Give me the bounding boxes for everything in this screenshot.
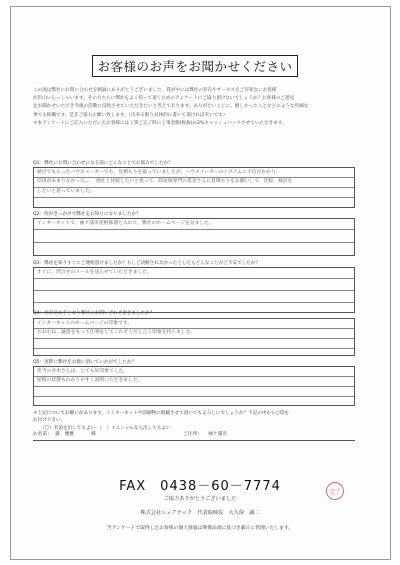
answer-rule — [34, 278, 354, 279]
answer-rule — [34, 338, 354, 339]
answer-rule — [34, 302, 354, 303]
question-5-answer — [33, 366, 355, 406]
question-3-answer — [33, 267, 355, 313]
intro-line: この度は弊社にお問い合わせを賜誠にありがとうございました。我が中には弊社の存在やサービスをご存知ないお客様 — [33, 88, 277, 93]
question-3-label: Q3：弊社を知りすぐにご連絡頂けましたか？もしご決断されなかったとしたらどんなことがご不安でしたか？ — [33, 261, 261, 266]
answer-line: 他社と比較したいと思って、陸屋根専門の業者さんに見積もりをお願いして、比較、検討を — [96, 179, 293, 184]
answer-line: 担当の井木さんは、とても好印象でした。 — [37, 369, 129, 374]
name-address-row — [33, 428, 355, 441]
name-value: 森 雅雅 — [55, 432, 75, 437]
name-suffix: 様 — [91, 432, 96, 437]
answer-line: おおむね、誠意をもって仕事をしてくれそうだと言う印象を持ちました。 — [37, 330, 196, 335]
permission-text: ＊上記についてお願いがあります。インターネットや印刷物に掲載させて頂いてもよろしいでしょうか？下記の中から○印を — [33, 411, 289, 416]
question-4-label: Q4：何が決め手となり弊社にお問い合わせ頂きましたか？ — [33, 311, 155, 316]
answer-line: インターネットのホームページの印象です。 — [37, 321, 133, 326]
answer-rule — [34, 396, 354, 397]
answer-line: 錆びてもらったハウスメーカーでも、見積もりを取っていましたが、ハウスメーカーのシステムに不信がかかり、 — [37, 170, 281, 175]
privacy-note: 当アンケートで取得したお客様の個人情報は関係法規に基づき厳正に管理いたします。 — [106, 526, 294, 531]
answer-line: 信用があまりなかった... — [37, 179, 90, 184]
intro-line: をお聞かせいただき今後の活動に反映させていただきたいと考えております。ありがたいことに、嬉しかったことなどのような些細な — [33, 104, 309, 110]
question-5-label: Q5：実際に弊社をお使い頂いていかがでしたか？ — [33, 360, 137, 365]
answer-line: 屋根の状態もわかりやすく説明いただきました。 — [37, 378, 143, 383]
page-title: お客様のお声をお聞かせください — [92, 55, 298, 77]
answer-line: インターネットで、袖ケ浦市屋根修理と入れて、弊社のホームページを見ました。 — [37, 221, 214, 226]
answer-rule — [34, 290, 354, 291]
question-1-answer — [33, 167, 355, 208]
question-2-answer — [33, 218, 355, 256]
name-label: お名前： — [33, 432, 53, 437]
intro-line: ＊本アンケートにご記入いただいたお客様には工事ご完了時に工事金額(税抜)の2%キャッシュバックさせていただきます。 — [33, 120, 287, 126]
address-label: ご住所： — [183, 432, 203, 437]
answer-line: すぐに、問合せのメールを送らせていただきました。 — [37, 270, 152, 275]
fax-number: FAX 0438－60－7774 — [119, 479, 281, 494]
answer-rule — [34, 242, 354, 243]
answer-rule — [34, 229, 354, 230]
answer-line: したいと思っていました。 — [37, 189, 95, 194]
intro-text — [33, 87, 363, 128]
address-value: 袖ケ浦市 — [208, 432, 228, 437]
answer-rule — [34, 197, 354, 198]
thanks-text: ご協力ありがとうございました — [163, 496, 237, 502]
permission-options: （〇）名前を出してもよい （ ）イニシャルなら出してもよい — [40, 426, 171, 431]
intro-line: が沢山いらっしゃいます。その方たちに弊社をよく知って頂くためのアンケートにご協力頂けないでしょうか？お客様のご意見 — [33, 96, 295, 102]
question-1-label: Q1：弊社にお問い合わせになる前にどんなことでお悩みでしたか？ — [33, 161, 173, 166]
completion-stamp: 完了 — [326, 482, 344, 500]
company-signature: 株式会社シェアテック 代表取締役 大久保 諭二 — [140, 510, 260, 516]
answer-rule — [34, 386, 354, 387]
question-2-label: Q2：何がきっかけで弊社をお知りになりましたか？ — [33, 212, 141, 217]
intro-line: 事でも結構です。是非ご協力お願い致します。（出来る限り具体的に書いて頂ければ幸いです） — [33, 112, 228, 118]
permission-text-2: お付け下さい。 — [33, 418, 66, 423]
answer-rule — [34, 348, 354, 349]
question-4-answer — [33, 318, 355, 356]
